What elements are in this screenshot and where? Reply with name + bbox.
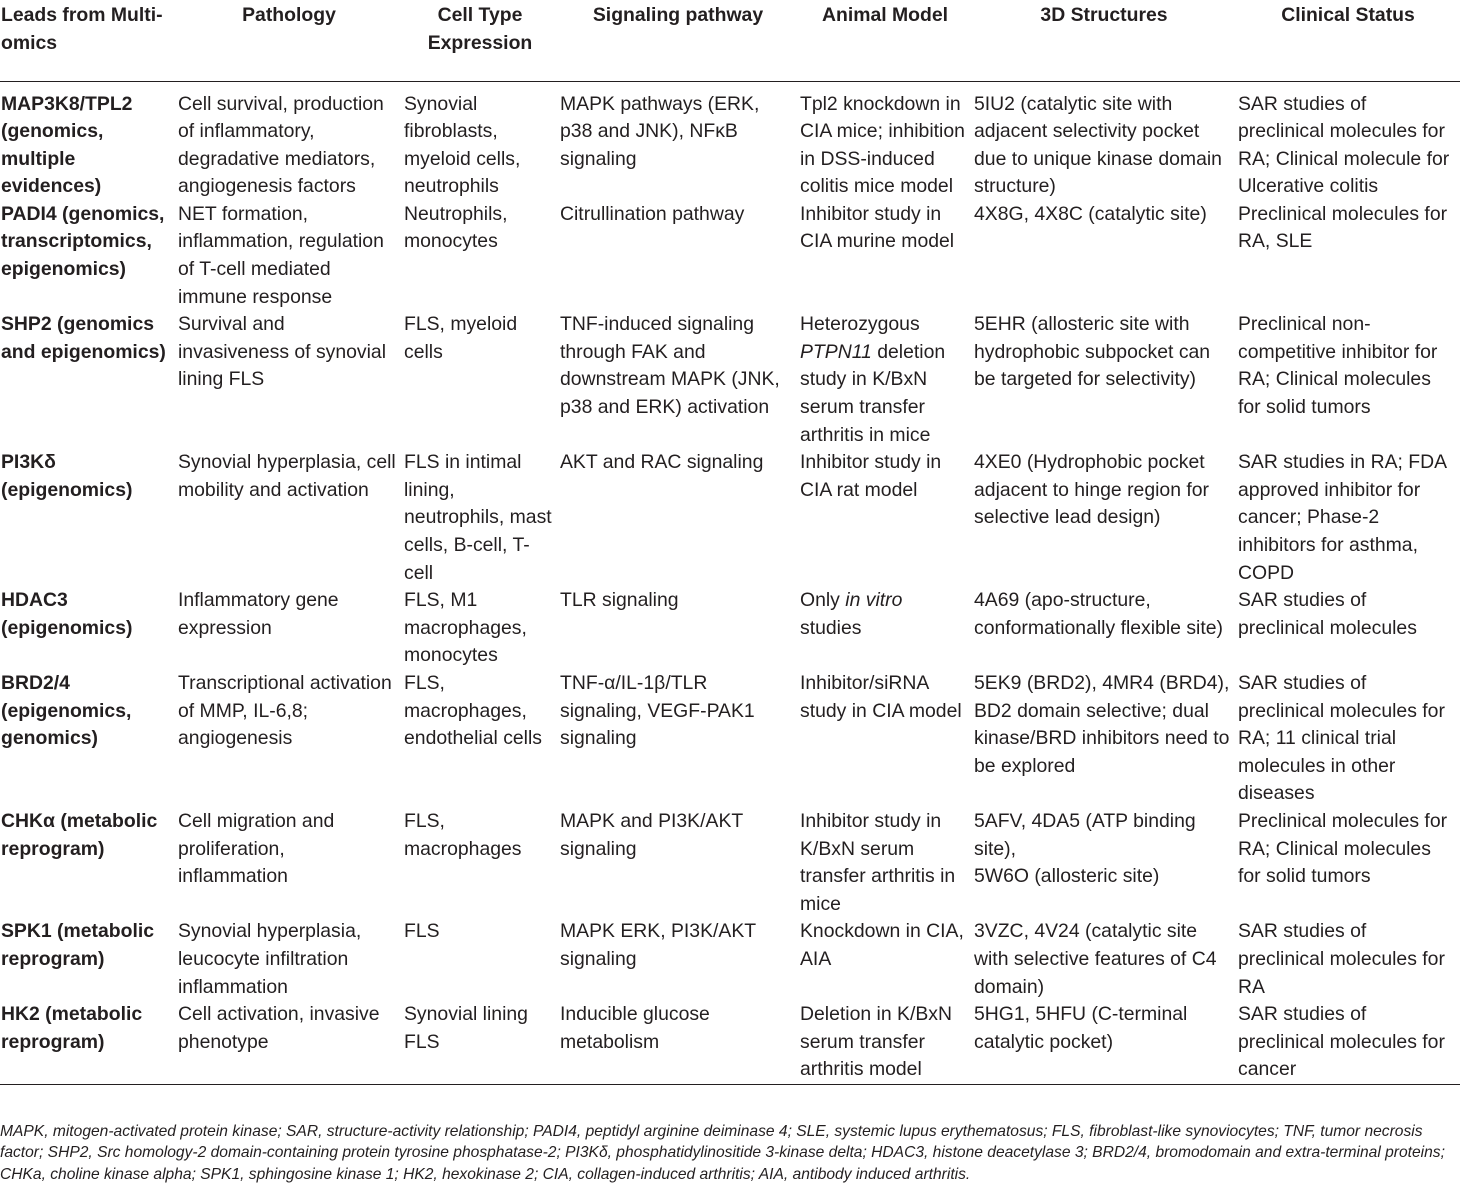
col-header-animal-model: Animal Model	[821, 4, 949, 26]
table-row	[0, 587, 1460, 670]
col-header-leads: Leads from Multi-omics	[1, 4, 163, 54]
gene-name-italic: PTPN11	[800, 340, 872, 363]
clinical-status-cell: Preclinical non-competitive inhibitor for RA; Clinical molecules for solid tumors	[1238, 313, 1438, 419]
table-row	[0, 918, 1460, 1001]
table-row	[0, 808, 1460, 918]
signaling-cell: TNF-α/IL-1β/TLR signaling, VEGF-PAK1 signaling	[560, 671, 755, 750]
pathology-cell: Cell migration and proliferation, inflammation	[178, 809, 335, 888]
animal-model-text: studies	[800, 616, 862, 639]
animal-model-cell: Inhibitor/siRNA study in CIA model	[800, 671, 962, 722]
lead-cell: HK2 (metabolic reprogram)	[1, 1003, 143, 1053]
cell-type-cell: FLS	[404, 920, 440, 943]
structures-cell: 3VZC, 4V24 (catalytic site with selective features of C4 domain)	[974, 920, 1217, 998]
clinical-status-cell: Preclinical molecules for RA, SLE	[1238, 202, 1448, 253]
in-vitro-italic: in vitro	[845, 589, 903, 612]
pathology-cell: NET formation, inflammation, regulation of T-cell mediated immune response	[178, 202, 384, 308]
table-row	[0, 1001, 1460, 1084]
cell-type-cell: FLS, M1 macrophages, monocytes	[404, 589, 527, 667]
clinical-status-cell: Preclinical molecules for RA; Clinical molecules for solid tumors	[1238, 809, 1448, 888]
cell-type-cell: FLS in intimal lining, neutrophils, mast cells, B-cell, T-cell	[404, 451, 552, 584]
col-header-clinical-status: Clinical Status	[1281, 4, 1415, 26]
animal-model-cell: Deletion in K/BxN serum transfer arthritis model	[800, 1003, 952, 1081]
clinical-status-cell: SAR studies of preclinical molecules for RA	[1238, 920, 1445, 998]
clinical-status-cell: SAR studies of preclinical molecules	[1238, 589, 1417, 639]
pathology-cell: Inflammatory gene expression	[178, 589, 339, 639]
animal-model-cell	[798, 311, 972, 449]
col-header-signaling: Signaling pathway	[592, 4, 764, 26]
structures-cell: 5EHR (allosteric site with hydrophobic subpocket can be targeted for selectivity)	[974, 313, 1211, 391]
cell-type-cell: Synovial lining FLS	[404, 1003, 528, 1053]
table-row	[0, 81, 1460, 201]
cell-type-cell: Synovial fibroblasts, myeloid cells, neutrophils	[404, 92, 521, 198]
table-row	[0, 670, 1460, 808]
lead-cell: BRD2/4 (epigenomics, genomics)	[1, 671, 132, 750]
table-row	[0, 449, 1460, 587]
cell-type-cell: Neutrophils, monocytes	[404, 202, 508, 253]
clinical-status-cell: SAR studies of preclinical molecules for RA; 11 clinical trial molecules in other diseases	[1238, 671, 1445, 805]
structures-line: 5W6O (allosteric site)	[974, 865, 1160, 888]
structures-cell: 5EK9 (BRD2), 4MR4 (BRD4), BD2 domain selective; dual kinase/BRD inhibitors need to be explored	[974, 671, 1230, 777]
cell-type-cell: FLS, macrophages, endothelial cells	[404, 671, 542, 750]
lead-cell: MAP3K8/TPL2 (genomics, multiple evidences)	[1, 92, 133, 198]
pathology-cell: Cell survival, production of inflammatory, degradative mediators, angiogenesis factors	[178, 92, 384, 198]
pathology-cell: Cell activation, invasive phenotype	[178, 1003, 380, 1053]
header-row	[0, 0, 1460, 81]
animal-model-text: Only	[800, 589, 846, 612]
structures-cell: 4A69 (apo-structure, conformationally flexible site)	[974, 589, 1223, 639]
animal-model-cell: Tpl2 knockdown in CIA mice; inhibition in DSS-induced colitis mice model	[800, 92, 965, 198]
structures-cell: 5HG1, 5HFU (C-terminal catalytic pocket)	[974, 1003, 1188, 1053]
pathology-cell: Synovial hyperplasia, leucocyte infiltration inflammation	[178, 920, 362, 998]
structures-cell: 4X8G, 4X8C (catalytic site)	[974, 202, 1207, 225]
table-row	[0, 201, 1460, 311]
table-row	[0, 311, 1460, 449]
animal-model-cell	[798, 587, 972, 670]
animal-model-cell: Inhibitor study in CIA rat model	[800, 451, 942, 501]
signaling-cell: Inducible glucose metabolism	[560, 1003, 710, 1053]
table-header	[0, 0, 1460, 81]
pathology-cell: Synovial hyperplasia, cell mobility and activation	[178, 451, 396, 501]
structures-cell	[972, 808, 1236, 918]
animal-model-cell: Inhibitor study in K/BxN serum transfer arthritis in mice	[800, 809, 956, 915]
signaling-cell: TLR signaling	[560, 589, 679, 612]
pathology-cell: Transcriptional activation of MMP, IL-6,8; angiogenesis	[178, 671, 392, 750]
signaling-cell: Citrullination pathway	[560, 202, 745, 225]
signaling-cell: MAPK pathways (ERK, p38 and JNK), NFκB signaling	[560, 92, 760, 170]
clinical-status-cell: SAR studies in RA; FDA approved inhibitor for cancer; Phase-2 inhibitors for asthma, COPD	[1238, 451, 1446, 584]
structures-cell: 5IU2 (catalytic site with adjacent selectivity pocket due to unique kinase domain structure)	[974, 92, 1222, 198]
table-footnote: MAPK, mitogen-activated protein kinase; SAR, structure-activity relationship; PADI4, peptidyl arginine deiminase 4; SLE, systemic lupus erythematosus; FLS, fibroblast-like synoviocytes; TNF, tumor necrosis factor; SHP2, Src homology-2 domain-containing protein tyrosine phosphatase-2; PI3Kδ, phosphatidylinositide 3-kinase delta; HDAC3, histone deacetylase 3; BRD2/4, bromodomain and extra-terminal proteins; CHKa, choline kinase alpha; SPK1, sphingosine kinase 1; HK2, hexokinase 2; CIA, collagen-induced arthritis; AIA, antibody induced arthritis.	[0, 1123, 1445, 1183]
lead-cell: SHP2 (genomics and epigenomics)	[1, 313, 166, 363]
pathology-cell: Survival and invasiveness of synovial lining FLS	[178, 313, 387, 391]
table-body	[0, 81, 1460, 1084]
structures-cell: 4XE0 (Hydrophobic pocket adjacent to hinge region for selective lead design)	[974, 451, 1210, 529]
clinical-status-cell: SAR studies of preclinical molecules for RA; Clinical molecule for Ulcerative colitis	[1238, 92, 1450, 198]
signaling-cell: MAPK ERK, PI3K/AKT signaling	[560, 920, 756, 970]
lead-cell: SPK1 (metabolic reprogram)	[1, 920, 155, 970]
col-header-pathology: Pathology	[242, 4, 336, 26]
lead-cell: CHKα (metabolic reprogram)	[1, 809, 158, 860]
lead-cell: PADI4 (genomics, transcriptomics, epigenomics)	[1, 202, 165, 281]
col-header-cell-type: Cell Type Expression	[427, 4, 533, 54]
signaling-cell: MAPK and PI3K/AKT signaling	[560, 809, 743, 860]
clinical-status-cell: SAR studies of preclinical molecules for cancer	[1238, 1003, 1445, 1081]
lead-cell: PI3Kδ (epigenomics)	[1, 451, 133, 501]
structures-line: 5AFV, 4DA5 (ATP binding site),	[974, 809, 1196, 860]
col-header-3d-structures: 3D Structures	[1040, 4, 1168, 26]
signaling-cell: TNF-induced signaling through FAK and downstream MAPK (JNK, p38 and ERK) activation	[560, 313, 780, 419]
signaling-cell: AKT and RAC signaling	[560, 451, 764, 474]
animal-model-text: Heterozygous	[800, 313, 920, 336]
lead-cell: HDAC3 (epigenomics)	[1, 589, 133, 639]
animal-model-cell: Knockdown in CIA, AIA	[800, 920, 964, 970]
cell-type-cell: FLS, myeloid cells	[404, 313, 518, 363]
animal-model-text: deletion study in K/BxN serum transfer arthritis in mice	[800, 340, 946, 446]
animal-model-cell: Inhibitor study in CIA murine model	[800, 202, 955, 253]
cell-type-cell: FLS, macrophages	[404, 809, 522, 860]
